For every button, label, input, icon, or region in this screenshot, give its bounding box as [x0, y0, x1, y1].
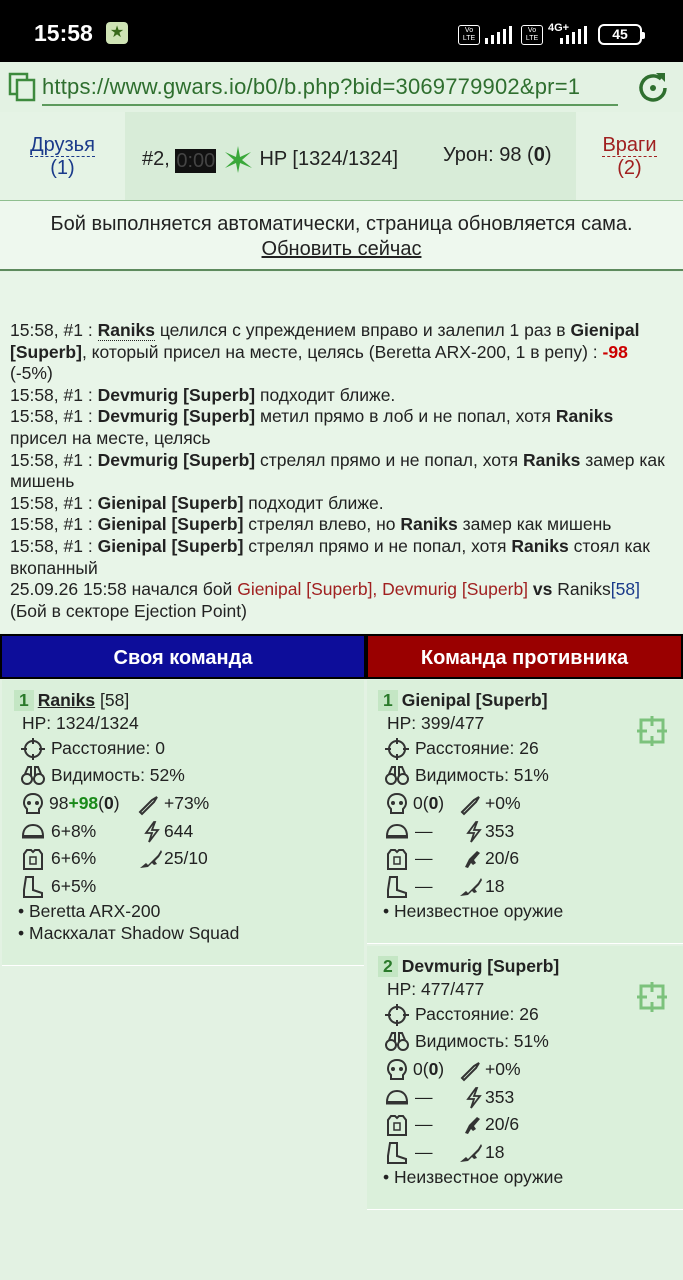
ammo: 20/6 [485, 1114, 520, 1134]
star-icon [222, 144, 254, 174]
notice-text: Бой выполняется автоматически, страница обновляется сама. [50, 213, 633, 235]
player-name[interactable]: Devmurig [Superb] [97, 449, 256, 470]
volte-icon: Vo LTE [458, 25, 480, 45]
player-hp: HP: 477/477 [387, 979, 485, 999]
player-slot: 1 [378, 690, 398, 711]
player-hp: HP [1324/1324] [259, 148, 399, 170]
pistol-icon [459, 1113, 485, 1137]
rifle-icon [458, 875, 484, 899]
battle-summary [0, 112, 683, 200]
crosshair-icon [20, 737, 46, 761]
url-field[interactable]: https://www.gwars.io/b0/b.php?bid=3069779902&pr=1 [42, 74, 618, 106]
target-icon[interactable] [637, 716, 667, 746]
auto-battle-notice [0, 200, 683, 271]
rounds: 18 [485, 876, 505, 896]
boots-bonus: 6+5% [51, 876, 97, 896]
signal-icon [485, 26, 515, 44]
browser-bar [0, 62, 683, 112]
player-name[interactable]: Raniks [555, 406, 614, 427]
binoculars-icon [384, 764, 410, 788]
log-entry: 15:58, #1 : Raniks целился с упреждением вправо и залепил 1 раз в Gienipal [Superb], который присел на месте, целясь (Beretta ARX-200, 1 в репу) : -98 (-5%) [10, 320, 640, 384]
own-team-header: Своя команда [0, 634, 366, 679]
ammo: 20/6 [485, 848, 520, 868]
player-slot: 1 [14, 690, 34, 711]
armor-bonus: 6+6% [51, 848, 97, 868]
app-notification-icon: ★ [106, 22, 128, 44]
enemies-link[interactable] [576, 112, 683, 200]
accuracy: +0% [485, 793, 521, 813]
bullet-icon [458, 792, 484, 816]
enemy-team-names[interactable]: Gienipal [Superb], Devmurig [Superb] [237, 579, 529, 600]
boots-bonus: — [415, 1142, 433, 1162]
player-name[interactable]: Devmurig [Superb] [97, 384, 256, 405]
signal-icon [560, 26, 590, 44]
player-name[interactable]: Gienipal [Superb] [10, 320, 640, 362]
lightning-icon [461, 1086, 487, 1110]
kills: 0(0) [413, 793, 445, 813]
player-name-link[interactable]: Raniks [37, 690, 96, 710]
enemy-team-header: Команда противника [366, 634, 683, 679]
status-time: 15:58 [34, 20, 93, 46]
player-level: [58] [100, 690, 130, 710]
skull-icon [384, 792, 410, 816]
bullet-icon [136, 792, 162, 816]
player-name[interactable]: Devmurig [Superb] [401, 956, 560, 976]
player-level: [58] [610, 579, 640, 600]
skull-icon [384, 1058, 410, 1082]
accuracy: +73% [164, 793, 210, 813]
player-name[interactable]: Raniks [523, 449, 581, 470]
helmet-icon [20, 820, 46, 844]
armor-icon [20, 847, 46, 871]
kills: 98+98(0) [49, 793, 120, 813]
rifle-icon [138, 847, 164, 871]
enemies-count: (2) [617, 157, 642, 179]
enemies-label: Враги [602, 134, 657, 156]
boots-icon [384, 1141, 410, 1165]
player-name[interactable]: Raniks [511, 535, 569, 556]
kills: 0(0) [413, 1059, 445, 1079]
pistol-icon [459, 847, 485, 871]
ammo: 25/10 [164, 848, 208, 868]
player-name[interactable]: Raniks [400, 514, 458, 535]
bullet-icon [458, 1058, 484, 1082]
lightning-icon [461, 820, 487, 844]
network-type: 4G+ [548, 22, 570, 34]
battle-start-entry: 25.09.26 15:58 начался бой Gienipal [Superb], Devmurig [Superb] vs Raniks[58] (Бой в секторе Ejection Point) [10, 579, 640, 621]
battle-log [0, 272, 683, 633]
crosshair-icon [384, 737, 410, 761]
own-player-card [2, 680, 364, 966]
equipment-item: • Неизвестное оружие [383, 901, 564, 921]
accuracy: +0% [485, 1059, 521, 1079]
equipment-item: • Неизвестное оружие [383, 1167, 564, 1187]
damage-value: -98 [602, 341, 628, 362]
target-icon[interactable] [637, 982, 667, 1012]
visibility: Видимость: 51% [415, 1031, 549, 1051]
log-entry: 15:58, #1 : Devmurig [Superb] метил прямо в лоб и не попал, хотя Raniks присел на месте, целясь [10, 406, 614, 448]
player-name[interactable]: Devmurig [Superb] [97, 406, 256, 427]
turn-timer: 0:00 [176, 150, 216, 172]
player-name[interactable]: Raniks [557, 579, 611, 600]
volte-icon: Vo LTE [521, 25, 543, 45]
tabs-icon[interactable] [8, 72, 36, 102]
armor-bonus: — [415, 1114, 433, 1134]
armor-icon [384, 847, 410, 871]
turn-info [142, 144, 398, 174]
distance: Расстояние: 0 [51, 738, 165, 758]
armor-bonus: — [415, 848, 433, 868]
binoculars-icon [20, 764, 46, 788]
log-entry: 15:58, #1 : Devmurig [Superb] стрелял прямо и не попал, хотя Raniks замер как мишень [10, 449, 665, 492]
enemy-player-card [367, 680, 683, 944]
friends-count: (1) [50, 157, 75, 179]
helmet-bonus: 6+8% [51, 821, 97, 841]
player-name[interactable]: Gienipal [Superb] [97, 514, 244, 535]
visibility: Видимость: 52% [51, 765, 185, 785]
player-name[interactable]: Gienipal [Superb] [97, 492, 244, 513]
player-slot: 2 [378, 956, 398, 977]
power: 353 [485, 1087, 515, 1107]
distance: Расстояние: 26 [415, 738, 539, 758]
player-name[interactable]: Raniks [97, 320, 155, 340]
visibility: Видимость: 51% [415, 765, 549, 785]
player-name[interactable]: Gienipal [Superb] [401, 690, 548, 710]
power: 353 [485, 821, 515, 841]
lightning-icon [139, 820, 165, 844]
status-bar [0, 0, 683, 62]
player-hp: HP: 399/477 [387, 713, 485, 733]
equipment-item[interactable]: • Beretta ARX-200 [18, 901, 161, 921]
crosshair-icon [384, 1003, 410, 1027]
binoculars-icon [384, 1030, 410, 1054]
damage-value: 0 [533, 144, 545, 166]
boots-icon [20, 875, 46, 899]
friends-link[interactable] [0, 112, 125, 200]
damage-close: ) [544, 144, 552, 166]
enemy-player-card [367, 946, 683, 1210]
log-entry: 15:58, #1 : Gienipal [Superb] стрелял влево, но Raniks замер как мишень [10, 514, 612, 535]
rounds: 18 [485, 1142, 505, 1162]
battle-sector: (Бой в секторе Ejection Point) [10, 600, 247, 621]
helmet-icon [384, 820, 410, 844]
equipment-item[interactable]: • Маскхалат Shadow Squad [18, 923, 240, 943]
player-name[interactable]: Gienipal [Superb] [97, 535, 244, 556]
refresh-now-link[interactable]: Обновить сейчас [261, 238, 422, 260]
log-entry: 15:58, #1 : Gienipal [Superb] подходит ближе. [10, 492, 384, 513]
rifle-icon [458, 1141, 484, 1165]
player-hp: HP: 1324/1324 [22, 713, 139, 733]
boots-bonus: — [415, 876, 433, 896]
damage-info [443, 144, 551, 167]
helmet-icon [384, 1086, 410, 1110]
log-entry: 15:58, #1 : Devmurig [Superb] подходит ближе. [10, 384, 396, 405]
skull-icon [20, 792, 46, 816]
damage-label: Урон: 98 ( [443, 144, 534, 166]
helmet-bonus: — [415, 1087, 433, 1107]
boots-icon [384, 875, 410, 899]
helmet-bonus: — [415, 821, 433, 841]
power: 644 [164, 821, 194, 841]
battery-icon: 45 [598, 24, 642, 45]
log-entry: 15:58, #1 : Gienipal [Superb] стрелял прямо и не попал, хотя Raniks стоял как вкопанный [10, 535, 650, 578]
friends-label: Друзья [30, 134, 95, 156]
turn-number: #2, [142, 148, 170, 170]
armor-icon [384, 1113, 410, 1137]
distance: Расстояние: 26 [415, 1004, 539, 1024]
reload-icon[interactable] [634, 69, 672, 107]
